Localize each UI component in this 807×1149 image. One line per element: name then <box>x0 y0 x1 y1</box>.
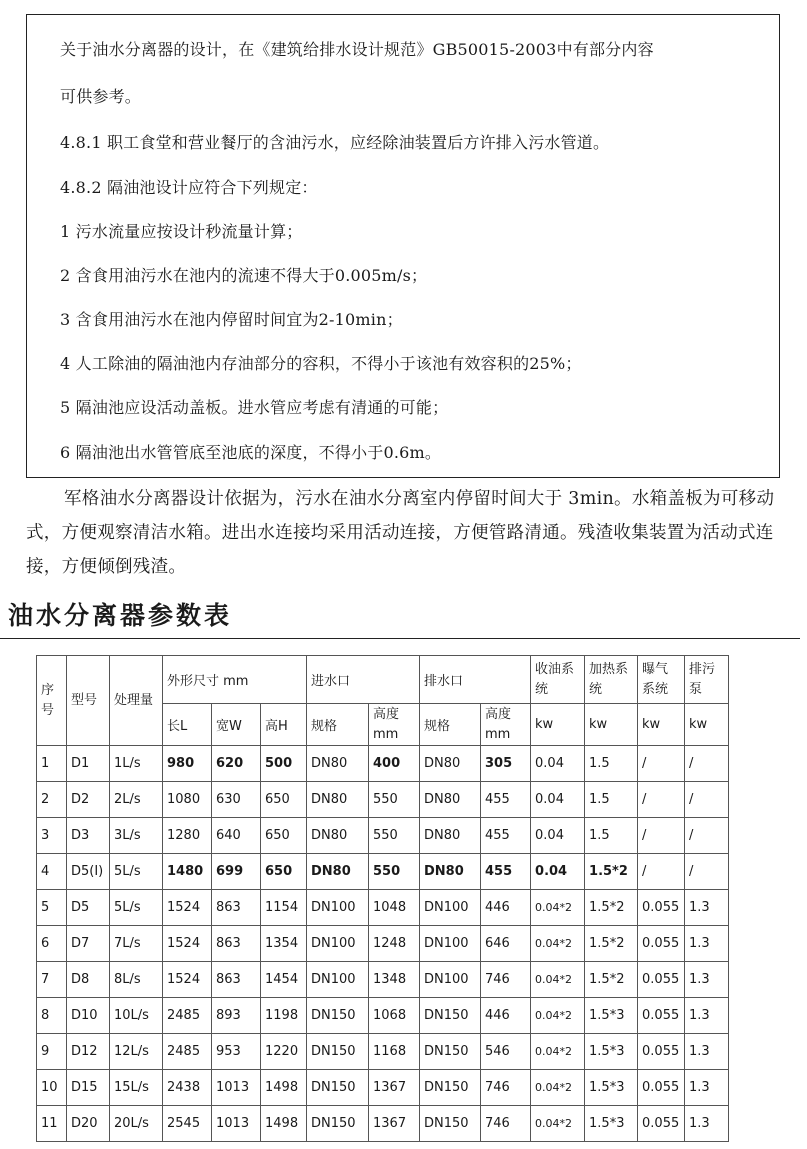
table-cell: D20 <box>67 1106 110 1142</box>
table-cell: 0.04*2 <box>531 890 585 926</box>
table-cell: 546 <box>481 1034 531 1070</box>
table-cell: 1080 <box>163 782 212 818</box>
table-cell: 1.3 <box>685 1070 729 1106</box>
table-cell: DN80 <box>420 746 481 782</box>
table-cell: 1.5*2 <box>585 962 638 998</box>
header-heat-unit: kw <box>585 704 638 746</box>
table-cell: 8 <box>37 998 67 1034</box>
table-cell: 1.5*3 <box>585 1106 638 1142</box>
table-cell: DN100 <box>307 890 369 926</box>
table-cell: DN150 <box>420 1106 481 1142</box>
table-cell: 6 <box>37 926 67 962</box>
table-cell: 863 <box>212 890 261 926</box>
table-cell: 1348 <box>369 962 420 998</box>
table-cell: 4 <box>37 854 67 890</box>
table-cell: DN100 <box>307 962 369 998</box>
table-cell: 1248 <box>369 926 420 962</box>
table-cell: 550 <box>369 854 420 890</box>
table-cell: 500 <box>261 746 307 782</box>
table-cell: 3 <box>37 818 67 854</box>
header-dimensions: 外形尺寸 mm <box>163 656 307 704</box>
table-cell: 2485 <box>163 1034 212 1070</box>
table-cell: 0.04 <box>531 854 585 890</box>
table-cell: 1.5 <box>585 782 638 818</box>
table-cell: DN80 <box>420 818 481 854</box>
header-oil-unit: kw <box>531 704 585 746</box>
table-cell: 5L/s <box>110 890 163 926</box>
table-cell: 650 <box>261 818 307 854</box>
table-cell: 1.5*2 <box>585 926 638 962</box>
table-cell: DN150 <box>307 1034 369 1070</box>
table-row <box>37 1034 729 1070</box>
table-cell: 11 <box>37 1106 67 1142</box>
table-cell: D12 <box>67 1034 110 1070</box>
table-cell: 0.04*2 <box>531 1106 585 1142</box>
header-capacity: 处理量 <box>110 656 163 746</box>
header-inlet: 进水口 <box>307 656 420 704</box>
header-oil-system: 收油系统 <box>531 656 585 704</box>
table-cell: 446 <box>481 998 531 1034</box>
table-cell: 1168 <box>369 1034 420 1070</box>
table-cell: 1068 <box>369 998 420 1034</box>
table-cell: / <box>638 854 685 890</box>
table-cell: 0.04*2 <box>531 926 585 962</box>
table-row <box>37 998 729 1034</box>
table-cell: 305 <box>481 746 531 782</box>
table-row <box>37 962 729 998</box>
table-cell: D7 <box>67 926 110 962</box>
table-cell: D15 <box>67 1070 110 1106</box>
table-cell: 0.04*2 <box>531 998 585 1034</box>
table-header-row <box>37 656 729 704</box>
quote-line: 关于油水分离器的设计，在《建筑给排水设计规范》GB50015-2003中有部分内容 <box>60 40 654 59</box>
table-cell: DN100 <box>307 926 369 962</box>
table-cell: 10L/s <box>110 998 163 1034</box>
header-aeration-system: 曝气系统 <box>638 656 685 704</box>
table-cell: DN150 <box>420 1070 481 1106</box>
table-cell: 0.04*2 <box>531 962 585 998</box>
table-cell: / <box>685 782 729 818</box>
table-row <box>37 746 729 782</box>
table-cell: 1.3 <box>685 962 729 998</box>
table-cell: 1454 <box>261 962 307 998</box>
table-cell: 1367 <box>369 1106 420 1142</box>
table-cell: 1.5*2 <box>585 890 638 926</box>
table-cell: 0.04 <box>531 746 585 782</box>
table-cell: 0.055 <box>638 1034 685 1070</box>
standard-quote-box <box>26 14 780 478</box>
table-cell: D5 <box>67 890 110 926</box>
table-cell: 7 <box>37 962 67 998</box>
table-cell: 1524 <box>163 890 212 926</box>
table-cell: 5L/s <box>110 854 163 890</box>
table-cell: 0.055 <box>638 962 685 998</box>
table-cell: 1.5*3 <box>585 1034 638 1070</box>
table-cell: 1.5 <box>585 818 638 854</box>
table-cell: 0.055 <box>638 926 685 962</box>
table-cell: 1013 <box>212 1070 261 1106</box>
table-cell: 10 <box>37 1070 67 1106</box>
table-body <box>37 746 729 1142</box>
table-cell: D3 <box>67 818 110 854</box>
table-cell: 0.04*2 <box>531 1034 585 1070</box>
table-cell: 650 <box>261 854 307 890</box>
table-cell: 2L/s <box>110 782 163 818</box>
section-title: 油水分离器参数表 <box>8 601 233 630</box>
table-cell: D2 <box>67 782 110 818</box>
table-row <box>37 926 729 962</box>
table-cell: 0.04 <box>531 818 585 854</box>
table-cell: 1048 <box>369 890 420 926</box>
table-cell: 746 <box>481 962 531 998</box>
table-cell: 550 <box>369 818 420 854</box>
table-cell: 746 <box>481 1106 531 1142</box>
table-cell: 9 <box>37 1034 67 1070</box>
header-outlet-spec: 规格 <box>420 704 481 746</box>
quote-line: 4 人工除油的隔油池内存油部分的容积，不得小于该池有效容积的25%； <box>60 354 582 373</box>
table-row <box>37 890 729 926</box>
header-sewage-pump: 排污泵 <box>685 656 729 704</box>
table-cell: DN80 <box>420 854 481 890</box>
table-cell: D1 <box>67 746 110 782</box>
quote-line: 4.8.2 隔油池设计应符合下列规定： <box>60 178 318 197</box>
table-cell: 640 <box>212 818 261 854</box>
parameter-table <box>36 655 729 1142</box>
table-cell: 1.3 <box>685 998 729 1034</box>
table-cell: 0.055 <box>638 998 685 1034</box>
table-cell: 1.3 <box>685 1106 729 1142</box>
quote-line: 2 含食用油污水在池内的流速不得大于0.005m/s； <box>60 266 428 285</box>
table-cell: 1.5*3 <box>585 998 638 1034</box>
table-cell: 1.5 <box>585 746 638 782</box>
table-cell: 1.3 <box>685 926 729 962</box>
table-cell: 699 <box>212 854 261 890</box>
table-cell: DN100 <box>420 890 481 926</box>
table-cell: 1.3 <box>685 1034 729 1070</box>
table-cell: 1524 <box>163 962 212 998</box>
header-aeration-unit: kw <box>638 704 685 746</box>
table-cell: 12L/s <box>110 1034 163 1070</box>
table-cell: 8L/s <box>110 962 163 998</box>
header-pump-unit: kw <box>685 704 729 746</box>
table-cell: / <box>638 818 685 854</box>
table-cell: 1154 <box>261 890 307 926</box>
table-cell: 863 <box>212 962 261 998</box>
table-cell: 630 <box>212 782 261 818</box>
header-outlet-height: 高度mm <box>481 704 531 746</box>
table-cell: 1L/s <box>110 746 163 782</box>
quote-line: 1 污水流量应按设计秒流量计算； <box>60 222 303 241</box>
table-cell: 2545 <box>163 1106 212 1142</box>
table-row <box>37 854 729 890</box>
table-cell: 3L/s <box>110 818 163 854</box>
quote-line: 4.8.1 职工食堂和营业餐厅的含油污水，应经除油装置后方许排入污水管道。 <box>60 133 610 152</box>
header-length: 长L <box>163 704 212 746</box>
table-cell: DN80 <box>307 854 369 890</box>
table-cell: DN150 <box>307 1106 369 1142</box>
table-cell: 20L/s <box>110 1106 163 1142</box>
table-cell: / <box>638 746 685 782</box>
table-cell: 455 <box>481 818 531 854</box>
table-cell: / <box>638 782 685 818</box>
table-cell: 1354 <box>261 926 307 962</box>
header-model: 型号 <box>67 656 110 746</box>
table-row <box>37 818 729 854</box>
table-cell: D10 <box>67 998 110 1034</box>
table-cell: 2 <box>37 782 67 818</box>
table-cell: 2485 <box>163 998 212 1034</box>
table-cell: DN150 <box>420 1034 481 1070</box>
header-width: 宽W <box>212 704 261 746</box>
table-cell: 1.5*2 <box>585 854 638 890</box>
table-cell: 400 <box>369 746 420 782</box>
table-cell: 1498 <box>261 1106 307 1142</box>
table-cell: 746 <box>481 1070 531 1106</box>
table-cell: 953 <box>212 1034 261 1070</box>
table-cell: 0.055 <box>638 1070 685 1106</box>
table-cell: DN80 <box>307 746 369 782</box>
header-inlet-height: 高度mm <box>369 704 420 746</box>
header-inlet-spec: 规格 <box>307 704 369 746</box>
quote-line: 可供参考。 <box>60 87 142 106</box>
table-row <box>37 782 729 818</box>
table-cell: 1367 <box>369 1070 420 1106</box>
quote-line: 3 含食用油污水在池内停留时间宜为2-10min； <box>60 310 403 329</box>
table-cell: 863 <box>212 926 261 962</box>
table-cell: 0.055 <box>638 1106 685 1142</box>
quote-line: 6 隔油池出水管管底至池底的深度，不得小于0.6m。 <box>60 443 442 462</box>
table-cell: / <box>685 746 729 782</box>
table-cell: D5(I) <box>67 854 110 890</box>
table-cell: 893 <box>212 998 261 1034</box>
table-cell: 2438 <box>163 1070 212 1106</box>
table-cell: 1524 <box>163 926 212 962</box>
table-row <box>37 1070 729 1106</box>
table-cell: DN150 <box>307 1070 369 1106</box>
header-outlet: 排水口 <box>420 656 531 704</box>
table-cell: 0.04*2 <box>531 1070 585 1106</box>
table-cell: 1480 <box>163 854 212 890</box>
table-cell: 1220 <box>261 1034 307 1070</box>
quote-line: 5 隔油池应设活动盖板。进水管应考虑有清通的可能； <box>60 398 449 417</box>
table-cell: DN150 <box>420 998 481 1034</box>
table-cell: 15L/s <box>110 1070 163 1106</box>
table-cell: 446 <box>481 890 531 926</box>
table-cell: 455 <box>481 854 531 890</box>
table-cell: 620 <box>212 746 261 782</box>
table-cell: 1498 <box>261 1070 307 1106</box>
table-cell: 7L/s <box>110 926 163 962</box>
table-cell: DN100 <box>420 926 481 962</box>
title-divider <box>0 638 800 639</box>
table-cell: 1013 <box>212 1106 261 1142</box>
table-cell: D8 <box>67 962 110 998</box>
table-cell: / <box>685 854 729 890</box>
table-cell: DN150 <box>307 998 369 1034</box>
table-cell: 1280 <box>163 818 212 854</box>
table-cell: 1.3 <box>685 890 729 926</box>
table-row <box>37 1106 729 1142</box>
table-cell: 1198 <box>261 998 307 1034</box>
table-cell: 455 <box>481 782 531 818</box>
table-cell: 5 <box>37 890 67 926</box>
table-cell: 1 <box>37 746 67 782</box>
table-cell: 0.04 <box>531 782 585 818</box>
table-cell: 0.055 <box>638 890 685 926</box>
table-cell: DN80 <box>420 782 481 818</box>
header-heating-system: 加热系统 <box>585 656 638 704</box>
table-cell: DN100 <box>420 962 481 998</box>
description-paragraph: 军格油水分离器设计依据为，污水在油水分离室内停留时间大于 3min。水箱盖板为可移动式，方便观察清洁水箱。进出水连接均采用活动连接，方便管路清通。残渣收集装置为活动式连接，方便倾倒残渣。 <box>26 489 775 577</box>
table-cell: 646 <box>481 926 531 962</box>
table-cell: 650 <box>261 782 307 818</box>
header-height: 高H <box>261 704 307 746</box>
table-cell: DN80 <box>307 782 369 818</box>
table-cell: 980 <box>163 746 212 782</box>
table-cell: 550 <box>369 782 420 818</box>
table-cell: / <box>685 818 729 854</box>
header-seq: 序号 <box>37 656 67 746</box>
table-cell: 1.5*3 <box>585 1070 638 1106</box>
table-cell: DN80 <box>307 818 369 854</box>
